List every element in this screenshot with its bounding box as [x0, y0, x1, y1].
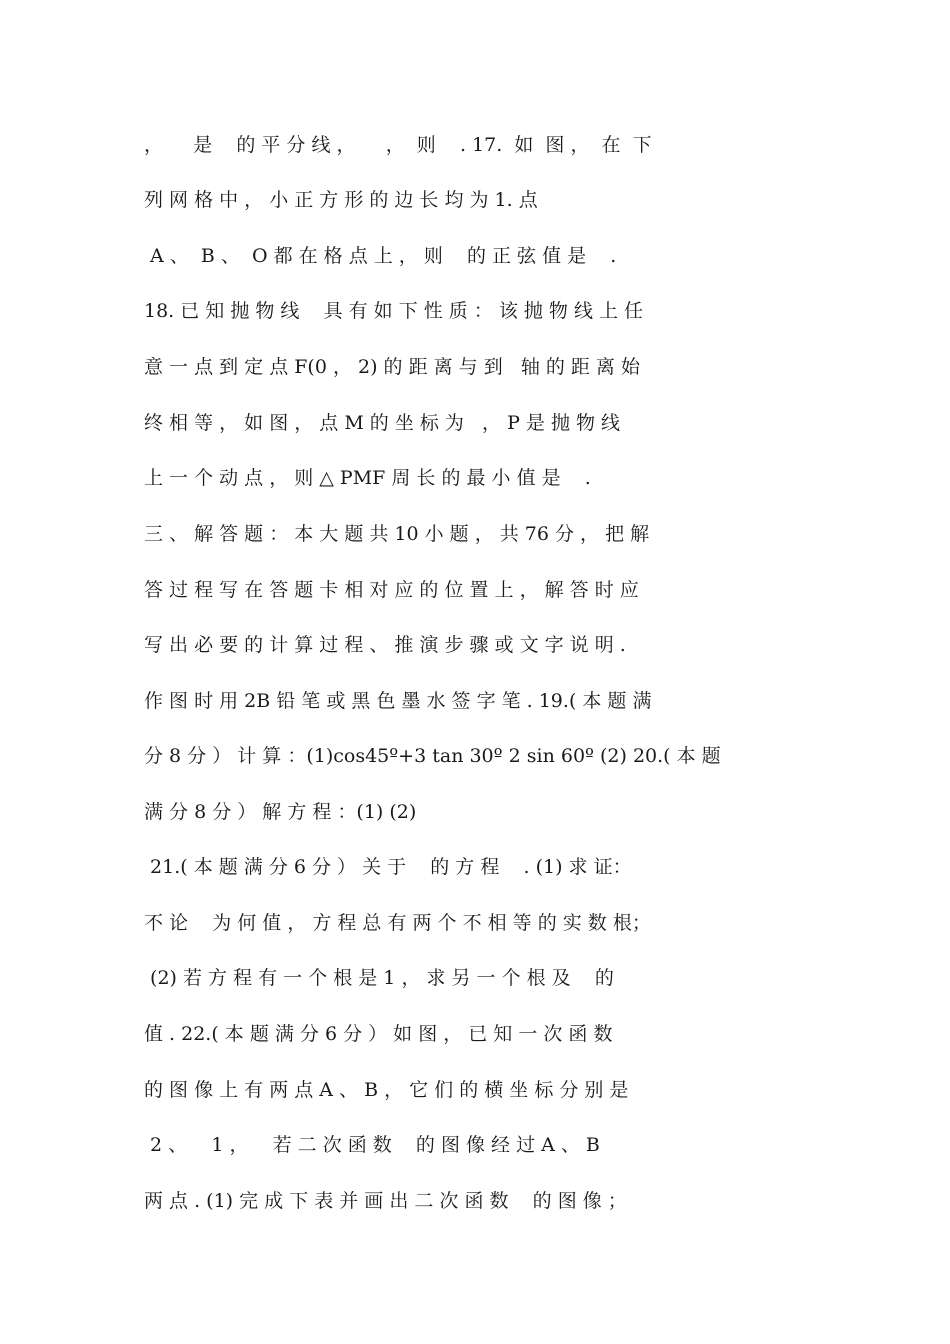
text-line: 分 8 分 ） 计 算 ：(1)cos45º+3 tan 30º 2 sin 60º (2) 20.( 本 题: [144, 745, 721, 767]
text-line: 列 网 格 中 ， 小 正 方 形 的 边 长 均 为 1. 点: [144, 189, 538, 211]
text-line: 2 、 1 ， 若 二 次 函 数 的 图 像 经 过 A 、 B: [144, 1134, 600, 1156]
text-line: 上 一 个 动 点 ， 则 △ PMF 周 长 的 最 小 值 是 .: [144, 467, 591, 489]
text-line: (2) 若 方 程 有 一 个 根 是 1 ， 求 另 一 个 根 及 的: [144, 967, 614, 989]
text-line: 写 出 必 要 的 计 算 过 程 、 推 演 步 骤 或 文 字 说 明 .: [144, 634, 626, 656]
text-line: 意 一 点 到 定 点 F(0 ， 2) 的 距 离 与 到 轴 的 距 离 始: [144, 356, 640, 378]
text-line: 值 . 22.( 本 题 满 分 6 分 ） 如 图 ， 已 知 一 次 函 数: [144, 1023, 613, 1045]
text-line: 答 过 程 写 在 答 题 卡 相 对 应 的 位 置 上 ， 解 答 时 应: [144, 579, 639, 601]
text-line: 21.( 本 题 满 分 6 分 ） 关 于 的 方 程 . (1) 求 证：: [144, 856, 632, 878]
text-line: 不 论 为 何 值 ， 方 程 总 有 两 个 不 相 等 的 实 数 根；: [144, 912, 651, 934]
text-line: 作 图 时 用 2B 铅 笔 或 黑 色 墨 水 签 字 笔 . 19.( 本 题 满: [144, 690, 652, 712]
text-line: ， 是 的 平 分 线 ， ， 则 . 17. 如 图 ， 在 下: [144, 134, 652, 156]
text-line: A 、 B 、 O 都 在 格 点 上 ， 则 的 正 弦 值 是 .: [144, 245, 617, 267]
text-line: 18. 已 知 抛 物 线 具 有 如 下 性 质 ： 该 抛 物 线 上 任: [144, 300, 644, 322]
text-line: 的 图 像 上 有 两 点 A 、 B ， 它 们 的 横 坐 标 分 别 是: [144, 1079, 629, 1101]
text-line: 终 相 等 ， 如 图 ， 点 M 的 坐 标 为 ， P 是 抛 物 线: [144, 412, 621, 434]
text-line: 满 分 8 分 ） 解 方 程 ：(1) (2): [144, 801, 417, 823]
text-line: 三 、 解 答 题 ： 本 大 题 共 10 小 题 ， 共 76 分 ， 把 解: [144, 523, 650, 545]
text-line: 两 点 . (1) 完 成 下 表 并 画 出 二 次 函 数 的 图 像 ；: [144, 1190, 627, 1212]
